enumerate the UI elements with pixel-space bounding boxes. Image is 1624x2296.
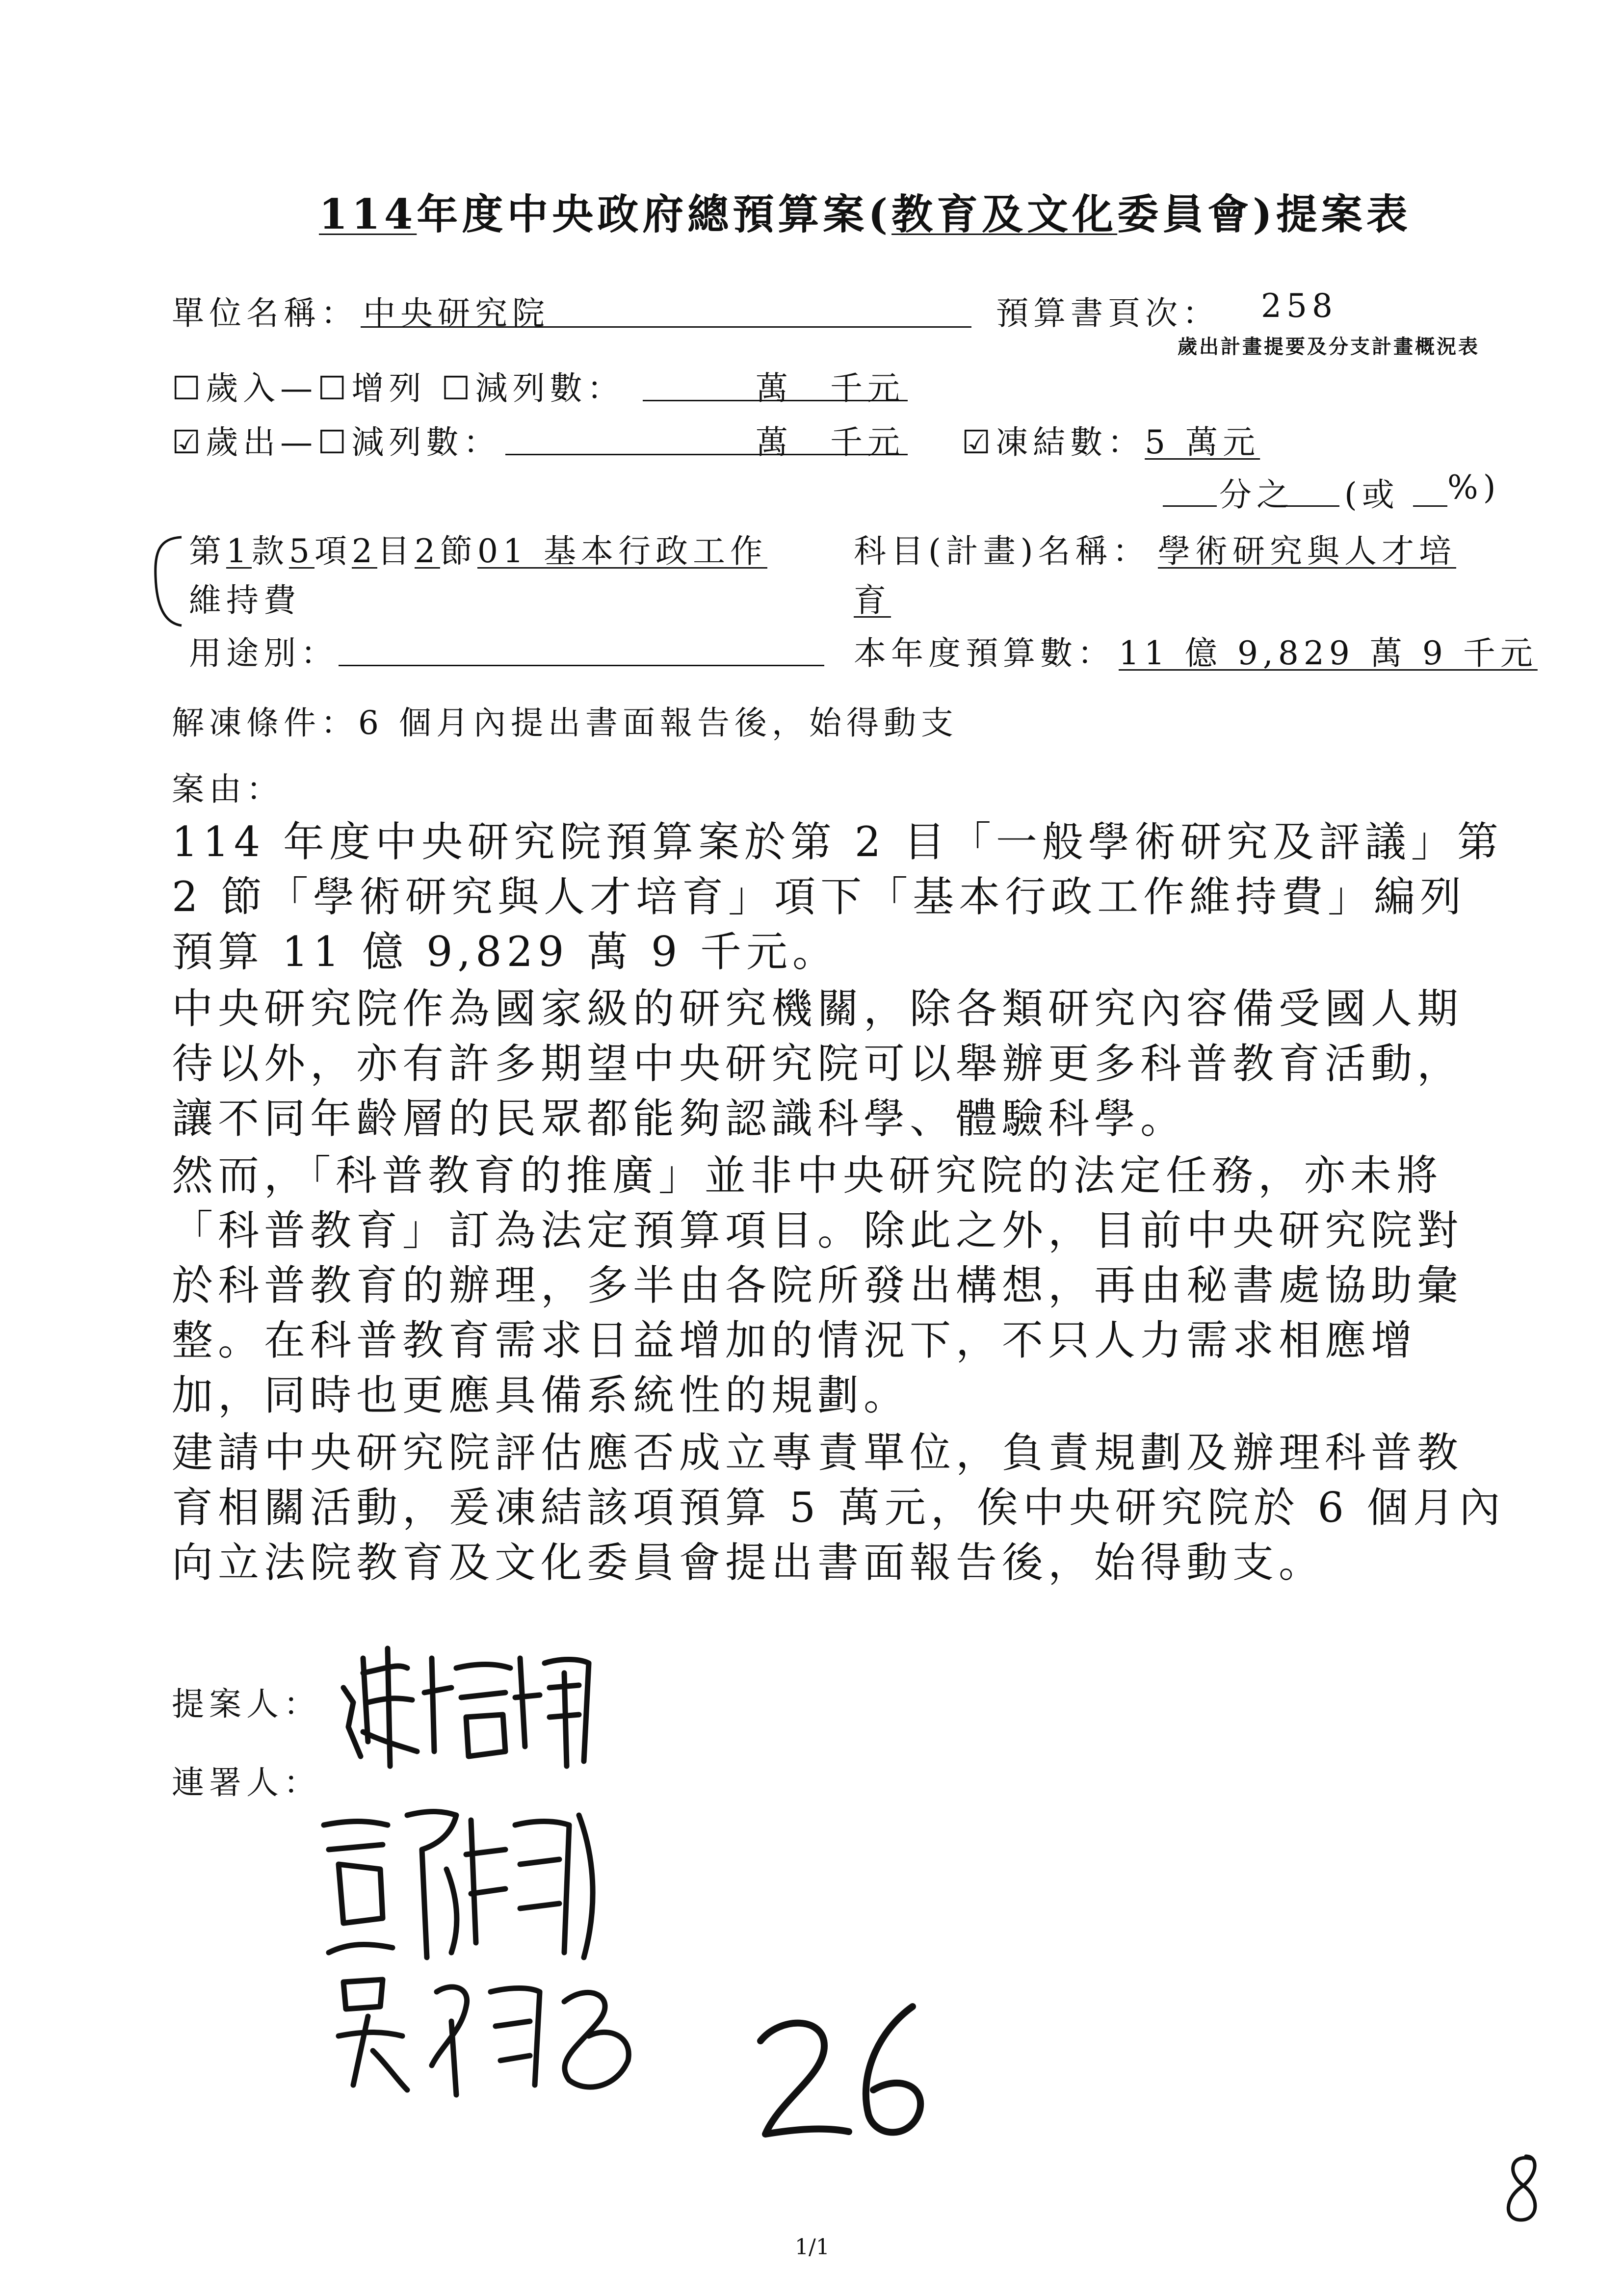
reason-paragraph-2: 中央研究院作為國家級的研究機關，除各類研究內容備受國人期待以外，亦有許多期望中央研究院可以舉辦更多科普教育活動，讓不同年齡層的民眾都能夠認識科學、體驗科學。 — [172, 985, 1464, 1143]
title-part2: 委員會)提案表 — [1117, 190, 1412, 238]
reason-paragraph-3: 然而，「科普教育的推廣」並非中央研究院的法定任務，亦未將「科普教育」訂為法定預算項目。除此之外，目前中央研究院對於科普教育的辦理，多半由各院所發出構想，再由秘書處協助彙整。在科普教育需求日益增加的情況下，不只人力需求相應增加，同時也更應具備系統性的規劃。 — [172, 1151, 1464, 1419]
reason-paragraph-4: 建請中央研究院評估應否成立專責單位，負責規劃及辦理科普教育相關活動，爰凍結該項預算 5 萬元，俟中央研究院於 6 個月內向立法院教育及文化委員會提出書面報告後，始得動支。 — [172, 1429, 1505, 1587]
title-part1: 年度中央政府總預算案( — [417, 190, 892, 238]
program-text-c: 項 — [314, 532, 352, 570]
fraction-blank-1 — [1163, 505, 1217, 507]
fraction-text2: (或 — [1344, 476, 1399, 514]
cosigner-signature-2 — [324, 1962, 657, 2105]
expense-text: 歲出—☐減列數： — [206, 423, 501, 461]
program-text-b: 款 — [252, 532, 289, 570]
unit-value: 中央研究院 — [363, 294, 550, 332]
program-code-name-cont: 維持費 — [189, 581, 301, 619]
freeze-value: 5 萬元 — [1145, 423, 1260, 461]
program-text-a: 第 — [189, 532, 226, 570]
revenue-row — [172, 362, 625, 409]
unit-underline — [361, 326, 971, 328]
subject-value: 學術研究與人才培 — [1158, 532, 1456, 570]
subject-label: 科目(計畫)名稱： — [854, 532, 1150, 570]
program-kuan: 1 — [226, 532, 252, 570]
usage-underline — [339, 665, 824, 666]
unfreeze-label: 解凍條件： — [172, 704, 358, 742]
program-code-name: 01 基本行政工作 — [477, 532, 767, 570]
page-number: 1/1 — [795, 2235, 830, 2260]
expense-units: 萬 千元 — [756, 423, 905, 461]
subject-value-cont: 育 — [854, 581, 891, 619]
unfreeze-value: 6 個月內提出書面報告後，始得動支 — [358, 704, 958, 742]
corner-number — [1496, 2149, 1550, 2227]
budget-value: 11 億 9,829 萬 9 千元 — [1119, 634, 1538, 672]
expense-checkbox[interactable]: ☑ — [172, 423, 206, 461]
cosigner-signature-1 — [309, 1796, 613, 1972]
usage-label: 用途別： — [189, 634, 338, 672]
freeze-group — [962, 416, 1260, 463]
program-bracket — [145, 532, 184, 630]
program-text-d: 目 — [377, 532, 415, 570]
revenue-text: 歲入—☐增列 ☐減列數： — [206, 369, 625, 407]
unit-label: 單位名稱： — [172, 294, 358, 332]
freeze-checkbox[interactable]: ☑ — [962, 423, 996, 461]
unfreeze-row — [172, 697, 958, 743]
expense-row — [172, 416, 500, 463]
reason-paragraph-1: 114 年度中央研究院預算案於第 2 目「一般學術研究及評議」第 2 節「學術研究與人才培育」項下「基本行政工作維持費」編列預算 11 億 9,829 萬 9 千元。 — [172, 818, 1521, 976]
document-title — [319, 182, 1412, 241]
page-ref-value: 258 — [1261, 287, 1337, 325]
revenue-units: 萬 千元 — [756, 369, 905, 407]
page-ref-note: 歲出計畫提要及分支計畫概況表 — [1178, 335, 1480, 358]
program-line-1 — [189, 525, 767, 572]
program-xiang: 5 — [289, 532, 314, 570]
proposer-signature — [334, 1629, 608, 1776]
cosigner-label: 連署人： — [172, 1764, 321, 1801]
title-year: 114 — [319, 190, 417, 238]
program-text-e: 節 — [440, 532, 477, 570]
fraction-blank-2 — [1285, 505, 1339, 507]
page-ref-label: 預算書頁次： — [996, 294, 1220, 332]
fraction-text1: 分之 — [1219, 476, 1294, 514]
fraction-blank-3 — [1413, 505, 1447, 507]
program-mu: 2 — [352, 532, 377, 570]
title-committee: 教育及文化 — [891, 190, 1118, 238]
fraction-text3: %) — [1447, 469, 1501, 506]
proposer-label: 提案人： — [172, 1685, 321, 1723]
freeze-label: 凍結數： — [995, 423, 1145, 461]
program-jie: 2 — [415, 532, 440, 570]
revenue-checkbox[interactable]: ☐ — [172, 369, 206, 407]
budget-label: 本年度預算數： — [854, 634, 1115, 672]
handwritten-number — [751, 1992, 947, 2149]
reason-label: 案由： — [172, 770, 284, 808]
